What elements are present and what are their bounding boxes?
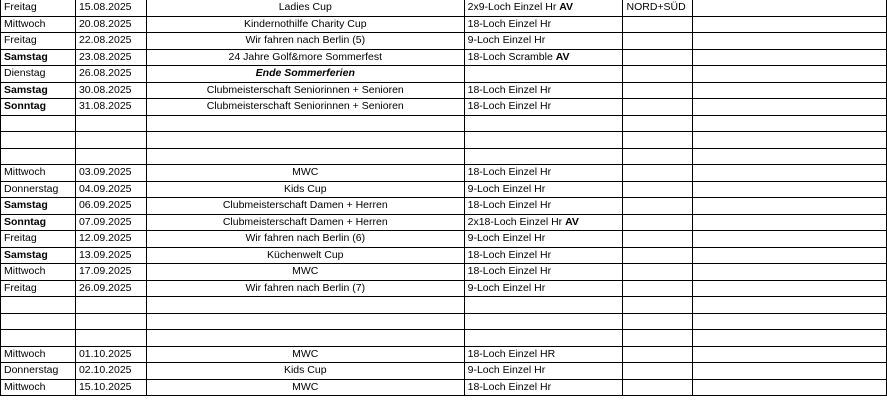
format-text: 18-Loch Einzel Hr	[467, 199, 552, 212]
cell-weekday[interactable]	[1, 297, 76, 314]
cell-format[interactable]	[464, 247, 623, 264]
cell-weekday[interactable]: Freitag	[1, 280, 76, 297]
cell-weekday[interactable]: Samstag	[1, 49, 76, 66]
cell-empty[interactable]	[693, 346, 887, 363]
cell-course-area[interactable]	[623, 132, 693, 149]
cell-weekday[interactable]: Freitag	[1, 33, 76, 50]
cell-empty[interactable]	[693, 280, 887, 297]
cell-format[interactable]	[464, 132, 623, 149]
format-text: 18-Loch Einzel Hr	[467, 83, 552, 96]
cell-course-area[interactable]	[623, 148, 693, 165]
cell-date[interactable]: 02.10.2025	[75, 363, 146, 380]
cell-event[interactable]: Kindernothilfe Charity Cup	[146, 16, 464, 33]
cell-event[interactable]: Küchenwelt Cup	[146, 247, 464, 264]
cell-empty[interactable]	[693, 363, 887, 380]
cell-course-area[interactable]	[623, 231, 693, 248]
format-suffix: AV	[559, 1, 574, 14]
cell-date[interactable]: 22.08.2025	[75, 33, 146, 50]
format-text: 2x9-Loch Einzel Hr	[467, 1, 557, 14]
format-suffix: AV	[565, 215, 579, 228]
table-row	[1, 363, 887, 380]
table-row	[1, 165, 887, 182]
cell-format[interactable]	[464, 214, 623, 231]
cell-course-area[interactable]	[623, 115, 693, 132]
cell-event[interactable]	[146, 115, 464, 132]
cell-format[interactable]	[464, 49, 623, 66]
cell-event[interactable]: MWC	[146, 379, 464, 396]
cell-weekday[interactable]: Samstag	[1, 198, 76, 215]
cell-course-area[interactable]	[623, 214, 693, 231]
cell-date[interactable]: 15.08.2025	[75, 0, 146, 16]
table-row	[1, 297, 887, 314]
table-row	[1, 379, 887, 396]
cell-event[interactable]	[146, 330, 464, 347]
cell-event[interactable]: Wir fahren nach Berlin (6)	[146, 231, 464, 248]
format-suffix: AV	[555, 50, 570, 63]
cell-empty[interactable]	[693, 99, 887, 116]
table-row	[1, 313, 887, 330]
cell-event[interactable]: Kids Cup	[146, 363, 464, 380]
cell-event[interactable]	[146, 313, 464, 330]
cell-format[interactable]	[464, 0, 623, 16]
cell-format[interactable]	[464, 330, 623, 347]
cell-date[interactable]: 04.09.2025	[75, 181, 146, 198]
format-text: 9-Loch Einzel Hr	[467, 232, 546, 245]
table-row	[1, 214, 887, 231]
cell-empty[interactable]	[693, 165, 887, 182]
cell-course-area[interactable]	[623, 264, 693, 281]
cell-empty[interactable]	[693, 330, 887, 347]
format-text: 18-Loch Einzel Hr	[467, 380, 552, 393]
cell-weekday[interactable]: Mittwoch	[1, 165, 76, 182]
cell-event[interactable]: Wir fahren nach Berlin (5)	[146, 33, 464, 50]
cell-format[interactable]	[464, 264, 623, 281]
cell-event[interactable]: MWC	[146, 346, 464, 363]
cell-empty[interactable]	[693, 247, 887, 264]
cell-date[interactable]: 26.09.2025	[75, 280, 146, 297]
table-row	[1, 66, 887, 83]
cell-empty[interactable]	[693, 148, 887, 165]
cell-date[interactable]: 06.09.2025	[75, 198, 146, 215]
cell-format[interactable]	[464, 33, 623, 50]
cell-course-area[interactable]	[623, 280, 693, 297]
format-text: 18-Loch Scramble	[467, 50, 553, 63]
cell-date[interactable]: 12.09.2025	[75, 231, 146, 248]
cell-format[interactable]	[464, 165, 623, 182]
cell-date[interactable]	[75, 330, 146, 347]
cell-date[interactable]	[75, 297, 146, 314]
cell-date[interactable]: 13.09.2025	[75, 247, 146, 264]
cell-course-area[interactable]	[623, 330, 693, 347]
format-text: 18-Loch Einzel HR	[467, 347, 556, 360]
cell-event[interactable]: Clubmeisterschaft Damen + Herren	[146, 214, 464, 231]
cell-weekday[interactable]: Freitag	[1, 0, 76, 16]
cell-date[interactable]: 15.10.2025	[75, 379, 146, 396]
cell-format[interactable]	[464, 198, 623, 215]
cell-empty[interactable]	[693, 49, 887, 66]
cell-event[interactable]: Kids Cup	[146, 181, 464, 198]
cell-weekday[interactable]: Sonntag	[1, 214, 76, 231]
format-text: 18-Loch Einzel Hr	[467, 17, 552, 30]
cell-empty[interactable]	[693, 132, 887, 149]
cell-empty[interactable]	[693, 214, 887, 231]
cell-event[interactable]: Clubmeisterschaft Seniorinnen + Senioren	[146, 99, 464, 116]
cell-event[interactable]	[146, 297, 464, 314]
cell-weekday[interactable]: Sonntag	[1, 99, 76, 116]
table-row	[1, 231, 887, 248]
cell-format[interactable]	[464, 346, 623, 363]
cell-weekday[interactable]: Mittwoch	[1, 264, 76, 281]
table-row	[1, 0, 887, 16]
cell-course-area[interactable]	[623, 66, 693, 83]
format-text: 18-Loch Einzel Hr	[467, 166, 552, 179]
cell-empty[interactable]	[693, 264, 887, 281]
format-text: 2x18-Loch Einzel Hr	[467, 215, 563, 228]
table-row	[1, 280, 887, 297]
cell-event[interactable]: 24 Jahre Golf&more Sommerfest	[146, 49, 464, 66]
cell-weekday[interactable]: Samstag	[1, 82, 76, 99]
cell-empty[interactable]	[693, 82, 887, 99]
cell-weekday[interactable]	[1, 313, 76, 330]
cell-empty[interactable]	[693, 313, 887, 330]
cell-event[interactable]: Wir fahren nach Berlin (7)	[146, 280, 464, 297]
cell-format[interactable]	[464, 99, 623, 116]
cell-weekday[interactable]: Donnerstag	[1, 181, 76, 198]
table-row	[1, 198, 887, 215]
cell-course-area[interactable]	[623, 247, 693, 264]
table-row	[1, 82, 887, 99]
cell-date[interactable]: 31.08.2025	[75, 99, 146, 116]
cell-empty[interactable]	[693, 181, 887, 198]
table-row	[1, 148, 887, 165]
cell-format[interactable]	[464, 363, 623, 380]
cell-date[interactable]	[75, 313, 146, 330]
cell-format[interactable]	[464, 148, 623, 165]
cell-event[interactable]	[146, 132, 464, 149]
cell-event[interactable]: Clubmeisterschaft Damen + Herren	[146, 198, 464, 215]
cell-course-area[interactable]	[623, 16, 693, 33]
cell-course-area[interactable]: NORD+SÜD	[623, 0, 693, 16]
cell-course-area[interactable]	[623, 33, 693, 50]
format-text: 18-Loch Einzel Hr	[467, 248, 552, 261]
cell-event[interactable]: Ladies Cup	[146, 0, 464, 16]
cell-format[interactable]	[464, 231, 623, 248]
cell-weekday[interactable]: Freitag	[1, 231, 76, 248]
cell-empty[interactable]	[693, 379, 887, 396]
cell-date[interactable]	[75, 132, 146, 149]
table-row	[1, 330, 887, 347]
cell-empty[interactable]	[693, 33, 887, 50]
format-text: 9-Loch Einzel Hr	[467, 34, 546, 47]
cell-weekday[interactable]: Samstag	[1, 247, 76, 264]
cell-date[interactable]: 23.08.2025	[75, 49, 146, 66]
cell-weekday[interactable]	[1, 148, 76, 165]
cell-date[interactable]: 20.08.2025	[75, 16, 146, 33]
table-row	[1, 264, 887, 281]
cell-course-area[interactable]	[623, 363, 693, 380]
cell-course-area[interactable]	[623, 198, 693, 215]
cell-event[interactable]: MWC	[146, 165, 464, 182]
cell-weekday[interactable]: Mittwoch	[1, 379, 76, 396]
table-row	[1, 181, 887, 198]
cell-empty[interactable]	[693, 198, 887, 215]
cell-empty[interactable]	[693, 66, 887, 83]
cell-empty[interactable]	[693, 115, 887, 132]
cell-format[interactable]	[464, 379, 623, 396]
cell-course-area[interactable]	[623, 313, 693, 330]
cell-weekday[interactable]: Mittwoch	[1, 16, 76, 33]
cell-format[interactable]	[464, 115, 623, 132]
cell-format[interactable]	[464, 181, 623, 198]
table-row	[1, 99, 887, 116]
cell-format[interactable]	[464, 280, 623, 297]
table-row	[1, 346, 887, 363]
cell-course-area[interactable]	[623, 297, 693, 314]
cell-course-area[interactable]	[623, 181, 693, 198]
cell-event[interactable]: Clubmeisterschaft Seniorinnen + Senioren	[146, 82, 464, 99]
format-text: 18-Loch Einzel Hr	[467, 100, 552, 113]
cell-empty[interactable]	[693, 16, 887, 33]
cell-course-area[interactable]	[623, 379, 693, 396]
cell-format[interactable]	[464, 66, 623, 83]
cell-empty[interactable]	[693, 297, 887, 314]
schedule-body	[1, 0, 887, 396]
cell-course-area[interactable]	[623, 165, 693, 182]
table-row	[1, 33, 887, 50]
cell-weekday[interactable]	[1, 330, 76, 347]
format-text: 9-Loch Einzel Hr	[467, 281, 546, 294]
cell-event[interactable]: MWC	[146, 264, 464, 281]
cell-date[interactable]: 26.08.2025	[75, 66, 146, 83]
table-row	[1, 247, 887, 264]
cell-event[interactable]	[146, 148, 464, 165]
cell-date[interactable]: 07.09.2025	[75, 214, 146, 231]
cell-weekday[interactable]	[1, 115, 76, 132]
format-text: 9-Loch Einzel Hr	[467, 364, 546, 377]
cell-empty[interactable]	[693, 0, 887, 16]
cell-format[interactable]	[464, 82, 623, 99]
cell-date[interactable]: 03.09.2025	[75, 165, 146, 182]
table-row	[1, 49, 887, 66]
cell-weekday[interactable]: Donnerstag	[1, 363, 76, 380]
cell-empty[interactable]	[693, 231, 887, 248]
cell-course-area[interactable]	[623, 346, 693, 363]
cell-course-area[interactable]	[623, 49, 693, 66]
cell-date[interactable]: 17.09.2025	[75, 264, 146, 281]
cell-date[interactable]	[75, 115, 146, 132]
table-row	[1, 132, 887, 149]
cell-weekday[interactable]: Dienstag	[1, 66, 76, 83]
cell-event[interactable]: Ende Sommerferien	[146, 66, 464, 83]
cell-course-area[interactable]	[623, 99, 693, 116]
cell-date[interactable]: 30.08.2025	[75, 82, 146, 99]
format-text: 18-Loch Einzel Hr	[467, 265, 552, 278]
cell-weekday[interactable]	[1, 132, 76, 149]
cell-date[interactable]	[75, 148, 146, 165]
table-row	[1, 115, 887, 132]
table-row	[1, 16, 887, 33]
format-text: 9-Loch Einzel Hr	[467, 182, 546, 195]
cell-course-area[interactable]	[623, 82, 693, 99]
cell-format[interactable]	[464, 313, 623, 330]
cell-format[interactable]	[464, 16, 623, 33]
cell-date[interactable]: 01.10.2025	[75, 346, 146, 363]
cell-format[interactable]	[464, 297, 623, 314]
cell-weekday[interactable]: Mittwoch	[1, 346, 76, 363]
